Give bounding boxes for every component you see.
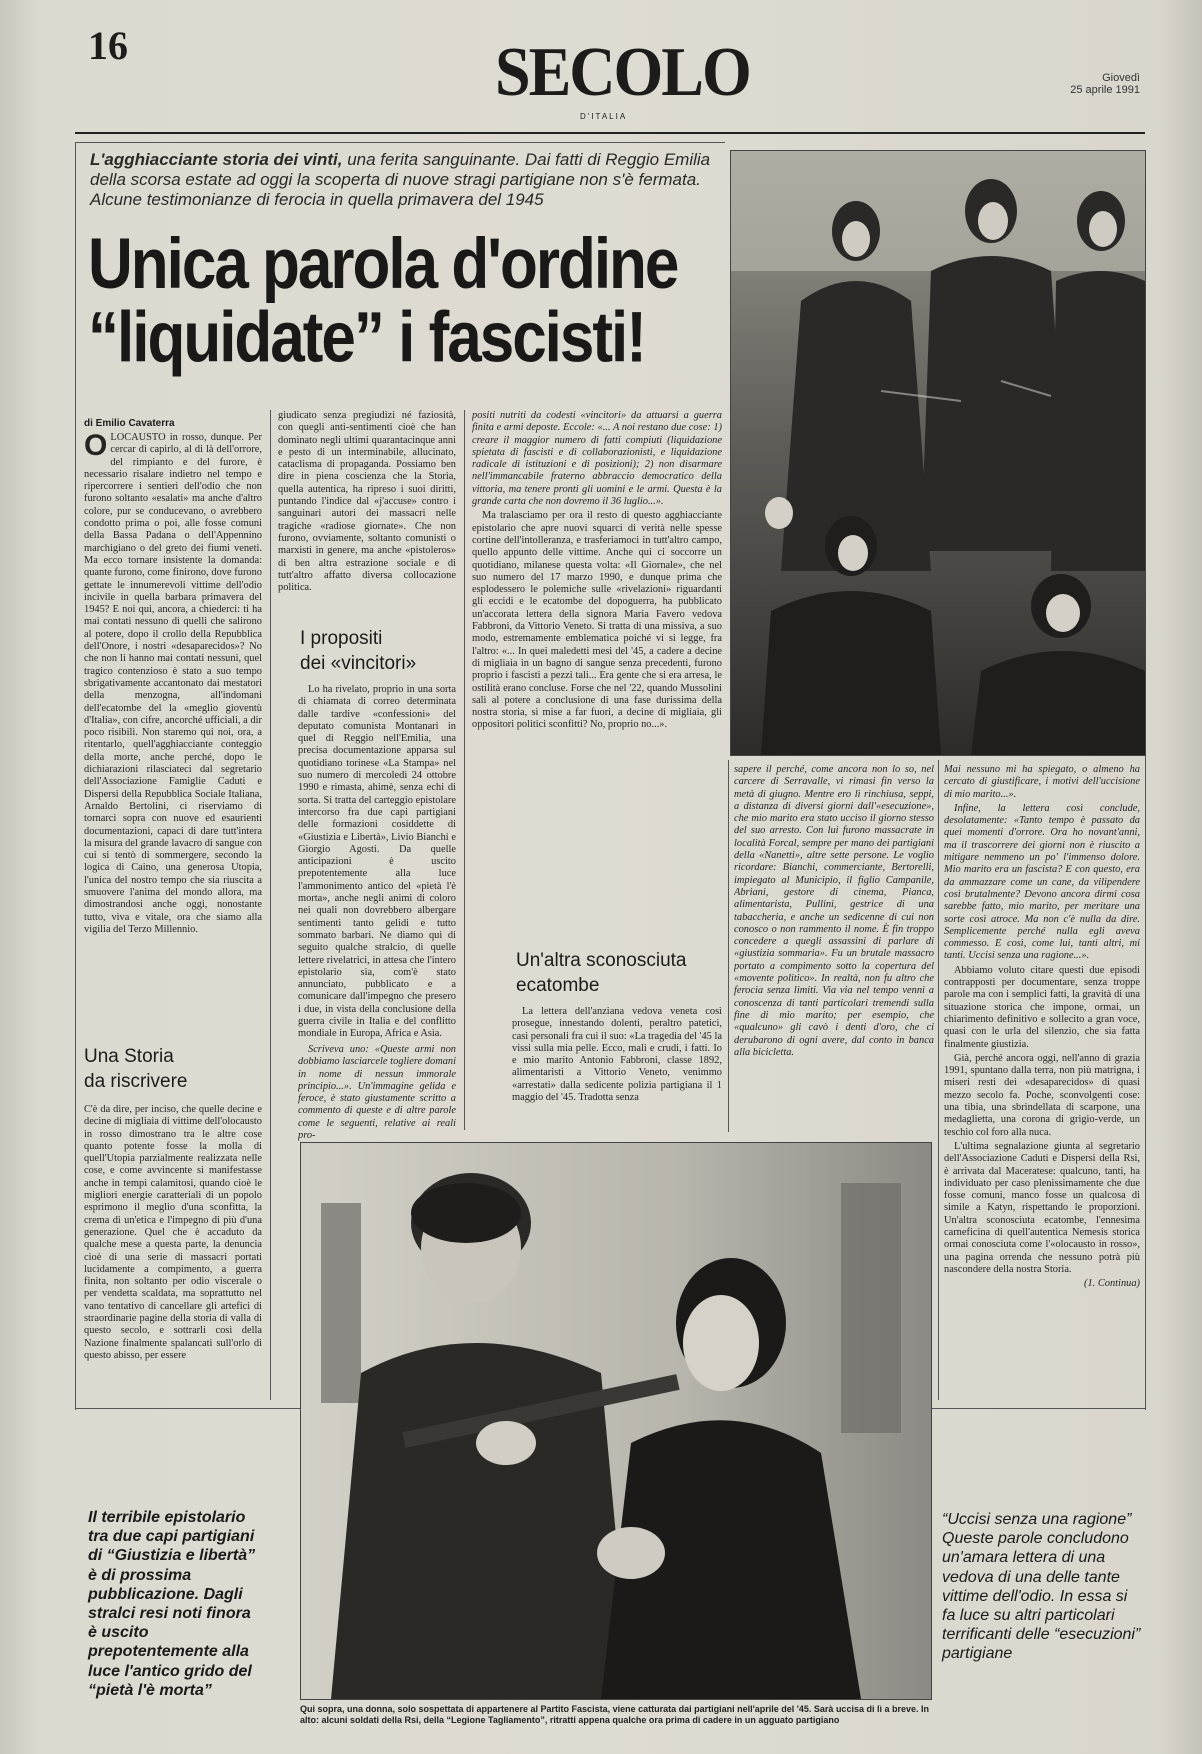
kicker-rest: una ferita sanguinante. Dai fatti di Reggio Emilia della scorsa estate ad oggi la scoperta di nuove stragi partigiane non s'è fermata. Alcune testimonianze di ferocia in quella primavera del 1945 <box>90 150 711 209</box>
col5-paragraph-3: Abbiamo voluto citare questi due episodi contrapposti per documentare, senza troppe parole ma con i semplici fatti, la gravità di una situazione storica che impone, ormai, un chiarimento definitivo e sollecito a gran voce, quasi con le urla del silenzio, che sia fatta finalmente giustizia. <box>944 964 1140 1050</box>
caption-right: “Uccisi senza una ragione” Queste parole concludono un'amara lettera di una vedova di una delle tante vittime dell'odio. In essa si fa luce su altri particolari terrificanti delle “esecuzioni” partigiane <box>942 1511 1141 1663</box>
kicker <box>90 150 715 210</box>
col4-paragraph-1: sapere il perché, come ancora non lo so, nel carcere di Serravalle, vi rimasi fin verso la metà di giugno. Mentre ero lì rinchiusa, seppi, a distanza di diversi giorni dall'«esecuzione», che mio marito era stato ucciso il giorno stesso del suo arresto. Con lui furono massacrate in località Forcal, sempre per mano dei partigiani della «Nanetti», altre sette persone. Le voglio ricordare: Bianchi, commerciante, Bertorelli, impiegato al Municipio, il figlio Campanile, Abriani, gestore di cinema, Pianca, alimentarista, Pullini, gestrice di una tabaccheria, e anche un sedicenne di cui non conosco o non rammento il nome. È fin troppo concedere a quegli assassini di parlare di «giustizia sommaria». Fu un brutale massacro portato a compimento sotto la copertura del «movente politico». In realtà, non fu altro che ferocia senza limiti. Via via nel tempo venni a conoscenza di tanti particolari tremendi sulla fine di mio marito; per esempio, che «qualcuno» gli cavò i denti d'oro, che ci derubarono di ogni avere, dal conto in banca alla bicicletta. <box>734 764 934 1058</box>
byline: di Emilio Cavaterra <box>84 418 175 429</box>
col3-paragraph-3: La lettera dell'anziana vedova veneta così prosegue, innestando dolenti, peraltro patetici, casi personali fra cui il suo: «La tragedia del '45 la vissi sulla mia pelle. Ecco, mali e crudi, i fatti. Io e mio marito Antonio Fabbroni, classe 1892, alimentaristi a Vittorio Veneto, venimmo «arrestati» dalla sedicente polizia partigiana il 1 maggio del '45. Tradotta senza <box>512 1006 722 1104</box>
col3-paragraph-2: Ma tralasciamo per ora il resto di questo agghiacciante epistolario che apre nuovi squarci di verità nelle spesse cortine dell'intolleranza, e trasferiamoci in tutt'altro campo, quello appunto delle vittime. Anche qui ci soccorre un quotidiano, milanese questa volta: «Il Giornale», che nel suo numero del 17 marzo 1990, e dunque prima che esplodessero le polemiche sulle «rivelazioni» riguardanti gli eccidi e le ecatombe del dopoguerra, ha pubblicato un'accorata lettera della signora Maria Favero vedova Fabbroni, da Vittorio Veneto. Si tratta di una missiva, a suo modo, estremamente emblematica poiché vi si legge, fra l'altro: «... In quei maledetti mesi del '45, a cadere a decine di migliaia in un bagno di sangue senza precedenti, furono proprio i fascisti a pezzi tali... Era gente che si era arresa, le ostilità erano concluse. Forse che nel '22, quando Mussolini salì al potere a conclusione di una fase durissima della nostra storia, si mise a far fuori, a decine di migliaia, gli oppositori politici sconfitti? No, proprio no...». <box>472 510 722 731</box>
photo-caption: Qui sopra, una donna, solo sospettata di appartenere al Partito Fascista, viene catturata dai partigiani nell'aprile del '45. Sarà uccisa di lì a breve. In alto: alcuni soldati della Rsi, della “Legione Tagliamento”, ritratti appena qualche ora prima di cadere in un agguato partigiano <box>300 1704 929 1725</box>
page-number: 16 <box>88 23 128 68</box>
frame-bottom-line <box>75 1408 300 1409</box>
subhead-propositi <box>300 626 460 676</box>
masthead-sub: D'ITALIA <box>580 112 628 121</box>
column-2-bottom <box>298 1044 456 1144</box>
subhead-una-storia <box>84 1044 264 1094</box>
frame-right-line <box>1145 750 1146 1410</box>
caption-left: Il terribile epistolario tra due capi partigiani di “Giustizia e libertà” è di prossima pubblicazione. Dagli stralci resi noti finora è uscito prepotentemente alla luce l'antico grido del “pietà l'è morta” <box>88 1509 256 1699</box>
dateline <box>1040 72 1140 96</box>
soldiers-photo-image <box>731 151 1145 755</box>
col5-paragraph-2: Infine, la lettera così conclude, desolatamente: «Tanto tempo è passato da quei momenti d'orrore. Ora ho novant'anni, ma il trascorrere dei giorni non è riuscito a mitigare nemmeno un po' l'immenso dolore. Mio marito era un fascista? E con questo, era da ammazzare come un cane, da vilipendere così brutalmente? Devono ancora dirmi cosa sarebbe fatto, mio marito, per meritare una sorte così atroce. Ma non c'è nulla da dire. Semplicemente perché nulla egli aveva commesso. E così, come lui, tanti altri, mi tanti. Uccisi senza una ragione...». <box>944 802 1140 962</box>
subhead-altra-ecatombe <box>516 948 726 998</box>
woman-captured-photo <box>300 1142 932 1700</box>
column-3-top <box>472 410 722 950</box>
subhead-2-line1: I propositi <box>300 628 383 649</box>
frame-left-line <box>75 142 76 1410</box>
column-5 <box>944 764 1140 1404</box>
column-2-middle <box>298 684 456 1044</box>
subhead-2-line2: dei «vincitori» <box>300 653 417 674</box>
frame-top-line <box>75 142 725 143</box>
column-4 <box>734 764 934 1132</box>
date-day: Giovedì <box>1102 72 1140 84</box>
col5-paragraph-1: Mai nessuno mi ha spiegato, o almeno ha cercato di giustificare, i motivi dell'uccisione di mio marito...». <box>944 764 1140 800</box>
column-divider-2 <box>464 410 465 1130</box>
col2-paragraph-3: Scriveva uno: «Queste armi non dobbiamo lasciarcele togliere domani in nome di nessun immorale principio...». Un'immagine gelida e feroce, è stato giustamente scritto a commento di queste e di altre parole come le seguenti, relative ai realí pro- <box>298 1044 456 1142</box>
subhead-1-line2: da riscrivere <box>84 1071 188 1092</box>
column-3-bottom <box>512 1006 722 1134</box>
col5-paragraph-5: L'ultima segnalazione giunta al segretario dell'Associazione Caduti e Dispersi della Rsi, è arrivata dal Maceratese: qualcuno, tanti, ha individuato per caso plenissimamente che due fosse comuni, manco fosse un qualcosa di simile a Katyn, rispettando le proporzioni. Un'altra sconosciuta ecatombe, l'ennesima carneficina di quell'autentica Nemesis storica ormai conosciuta come l'«olocausto in rosso», una pagina orrenda che nessuno potrà più nascondere della nostra Storia. <box>944 1140 1140 1275</box>
subhead-3-line2: ecatombe <box>516 975 600 996</box>
subhead-1-line1: Una Storia <box>84 1046 174 1067</box>
dropcap: O <box>84 432 108 462</box>
col1-paragraph-2: C'è da dire, per inciso, che quelle decine e decine di migliaia di vittime dell'olocausto in rosso dimostrano tra le altre cose quanto potente fosse la molla di quell'Utopia parzialmente realizzata nelle cose, e come avvincente si manifestasse anche in tempi calamitosi, quando cioè le migliori energie caratteriali di un popolo esprimono il meglio d'una sconfitta, la crema di un'etica e l'impegno di più d'una generazione. Quel che è accaduto da qualche mese a questa parte, la denuncia cioè di una serie di massacri portati lucidamente a compimento, a guerra finita, non soltanto per odio viscerale o per vendetta scaldata, ma soprattutto nel vano tentativo di cancellare gli artefici di straordinarie pagine della storia di valla di questo secolo, e sottrarli così della Nazione finalmente spalancati sull'orlo di questo abisso, per essere <box>84 1104 262 1361</box>
column-2-top <box>278 410 456 616</box>
header-rule <box>75 132 1145 134</box>
date: 25 aprile 1991 <box>1070 84 1140 96</box>
headline-line1: Unica parola d'ordine <box>88 224 678 304</box>
continua-note: (1. Continua) <box>1084 1278 1140 1290</box>
column-divider-3 <box>728 760 729 1132</box>
column-1-bottom <box>84 1104 262 1400</box>
col5-paragraph-4: Già, perché ancora oggi, nell'anno di grazia 1991, spuntano dalla terra, non più matrigna, i miseri resti dei «desaparecidos» di quasi mezzo secolo fa. Poche, sconvolgenti cose: una tibia, una sbrindellata di scarpone, una medaglietta, una corona di grigio-verde, un teschio col foro alla nuca. <box>944 1052 1140 1138</box>
woman-captured-image <box>301 1143 931 1699</box>
subhead-3-line1: Un'altra sconosciuta <box>516 950 687 971</box>
kicker-bold: L'agghiacciante storia dei vinti, <box>90 150 343 169</box>
frame-bottom-right-line <box>930 1408 1145 1409</box>
masthead: SECOLO <box>495 32 750 111</box>
col1-paragraph-1: LOCAUSTO in rosso, dunque. Per cercar di capirlo, al di là dell'orrore, del rimpianto e del furore, è necessario risalare indietro nel tempo e ripercorrere i sentieri dell'odio che non furono soltanto «esalati» ma anche d'altro colore, pur se conducevano, o avrebbero condotto prima o poi, alle fosse comuni della Bassa Padana o dell'Appennino marchigiano o del greto dei fiumi veneti. Ma ecco tornare insistente la domanda: quante furono, come finirono, dove furono gettate le innumerevoli vittime dell'odio incivile in quella barbara primavera del 1945? E noi qui, ancora, a chiederci: ti ha mai contati nessuno di quelli che salirono al potere, dopo il crollo della Repubblica dell'Onore, i nostri «desaparecidos»? No che non li hanno mai contati nessuni, quel tragico contenzioso è stato a suo tempo sbrigativamente accantonato dai mestatori della menzogna, all'indomani dell'ecatombe del la «meglio gioventù d'Italia», con cifre, ancorché ufficiali, a dir poco risibili. Non staremo qui noi, ora, a ritentarlo, quell'agghiacciante conteggio della morte, anche perché, dopo le dichiarazioni rilasciateci dal segretario dell'Associazione Famiglie Caduti e Dispersi della Repubblica Sociale Italiana, Arnaldo Bertolini, ci riserviamo di tornarci sopra con nuove ed esaurienti documentazioni, capaci di dare tutt'intera la misura del grande lavacro di sangue con cui si tentò di sommergere, secondo la logica di Caino, una generosa Utopia, l'unica del nostro tempo che sia riuscita a smuovere l'anima del mondo allora, ma dimostrandosi anche oggi, nonostante tutto, viva e vitale, ora che siamo alla vigilia del Terzo Millennio. <box>84 432 262 935</box>
headline-line2: “liquidate” i fascisti! <box>88 298 645 378</box>
headline <box>88 224 728 378</box>
column-1-top <box>84 432 262 1044</box>
col2-paragraph-1: giudicato senza pregiudizi né faziosità, con quegli anti-sentimenti cioè che han dominato negli ultimi quarantacinque anni e pesto di un interminabile, allucinato, cataclisma di propaganda. Possiamo ben dire in piena coscienza che la Storia, quella autentica, ha ripreso i suoi diritti, puntando l'indice dal «j'accuse» contro i sanguinari autori dei massacri nelle tragiche «radiose giornate». Che non furono, ovviamente, soltanto comunisti o marxisti in genere, ma anche «pistoleros» di ben altra estrazione sociale e di tutt'altro affatto diversa collocazione politica. <box>278 410 456 594</box>
column-divider-4 <box>938 760 939 1400</box>
col2-paragraph-2: Lo ha rivelato, proprio in una sorta di chiamata di correo determinata dalle tardive «confessioni» del deputato comunista Montanari in quel di Reggio nell'Emilia, una precisa documentazione apparsa sul quotidiano torinese «La Stampa» nel suo numero di mercoledì 24 ottobre 1990 e rimasta, ahimè, senza echi di sorta. Si tratta del carteggio epistolare intercorso fra due capi partigiani delle formazioni cosiddette di «Giustizia e Libertà», Livio Bianchi e Giorgio Agosti. Da quelle anticipazioni è uscito prepotentemente alla luce l'ammonimento antico del «pietà l'è morta», anche negli animi di coloro nei quali non dovrebbero albergare sentimenti tanto gelidi e tutto sommato barbari. Ne diamo qui di seguito qualche stralcio, di quelle lettere rivelatrici, in attesa che l'intero epistolario sia, com'è stato annunciato, pubblicato e a comunicare dall'impegno che presero i due, in vista della conclusione della guerra civile in Italia e del conflitto mondiale in Europa, Africa e Asia. <box>298 684 456 1040</box>
soldiers-photo <box>730 150 1146 756</box>
column-divider-1 <box>270 410 271 1400</box>
col3-paragraph-1: positi nutriti da codesti «vincitori» da attuarsi a guerra finita e armi deposte. Eccole: «... A noi restano due cose: 1) creare il maggior numero di fatti compiuti (liquidazione spietata di fascisti e di collaborazionisti, e liquidazione radicale di istituzioni e di posizioni); 2) non disarmare nell'immancabile fraterno abbraccio democratico della vittoria, ma tenere pronti gli uomini e le armi. Questa è la grande carta che non dovremo il 36 luglio...». <box>472 410 722 508</box>
